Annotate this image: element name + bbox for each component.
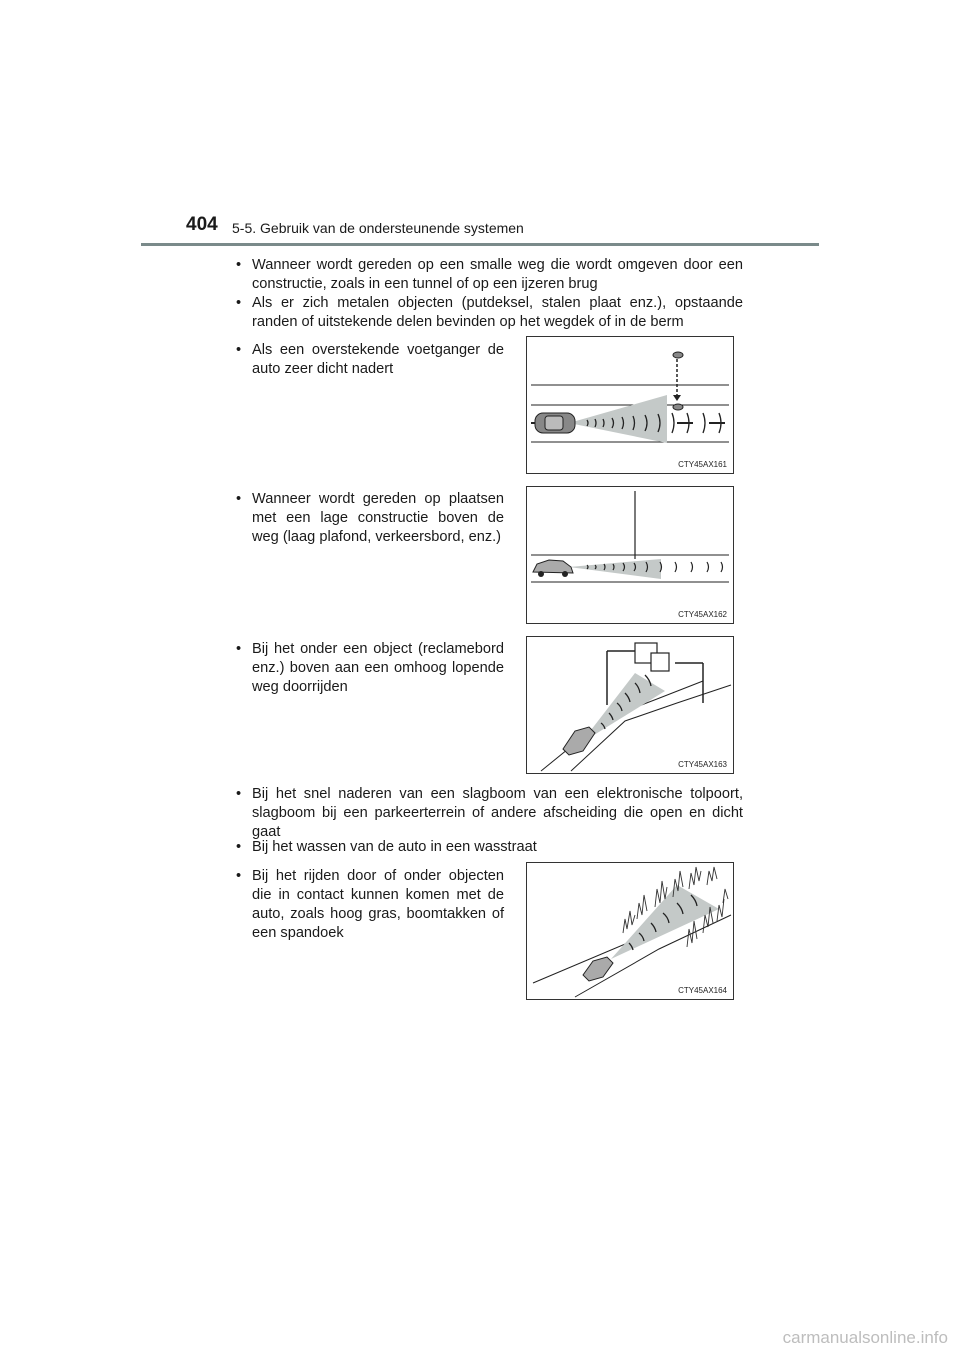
bullet-text: Bij het wassen van de auto in een wasstraat — [252, 839, 537, 855]
figure-code: CTY45AX161 — [678, 460, 727, 469]
section-title: 5-5. Gebruik van de ondersteunende systemen — [232, 220, 524, 236]
page-number: 404 — [186, 214, 218, 235]
bullet-symbol: • — [236, 342, 242, 358]
figure-code: CTY45AX164 — [678, 986, 727, 995]
header-rule — [141, 243, 819, 246]
bullet-toll-gate — [236, 785, 743, 842]
figure-low-structure — [526, 486, 734, 624]
bullet-text: Als een overstekende voetganger de auto zeer dicht nadert — [252, 342, 504, 377]
bullet-text: Bij het rijden door of onder objecten die in contact kunnen komen met de auto, zoals hoog gras, boomtakken of een spandoek — [252, 868, 504, 941]
bullet-symbol: • — [236, 839, 242, 855]
bullet-symbol: • — [236, 868, 242, 884]
bullet-symbol: • — [236, 491, 242, 507]
figure-code: CTY45AX162 — [678, 610, 727, 619]
tall-grass-illustration — [527, 863, 733, 999]
bullet-text: Wanneer wordt gereden op plaatsen met een lage constructie boven de weg (laag plafond, verkeersbord, enz.) — [252, 491, 504, 545]
uphill-sign-illustration — [527, 637, 733, 773]
bullet-symbol: • — [236, 295, 242, 311]
bullet-car-wash — [236, 838, 743, 857]
bullet-text: Bij het snel naderen van een slagboom van een elektronische tolpoort, slagboom bij een parkeerterrein of andere afscheiding die open en dicht gaat — [252, 786, 743, 840]
bullet-narrow-road — [236, 256, 743, 294]
bullet-symbol: • — [236, 257, 242, 273]
bullet-text: Wanneer wordt gereden op een smalle weg die wordt omgeven door een constructie, zoals in een tunnel of op een ijzeren brug — [252, 257, 743, 292]
figure-tall-grass — [526, 862, 734, 1000]
bullet-uphill-sign — [236, 640, 504, 697]
bullet-text: Als er zich metalen objecten (putdeksel, stalen plaat enz.), opstaande randen of uitstekende delen bevinden op het wegdek of in de berm — [252, 295, 743, 330]
bullet-symbol: • — [236, 641, 242, 657]
figure-pedestrian — [526, 336, 734, 474]
bullet-metal-objects — [236, 294, 743, 332]
bullet-tall-grass — [236, 867, 504, 943]
bullet-pedestrian — [236, 341, 504, 379]
figure-code: CTY45AX163 — [678, 760, 727, 769]
low-structure-illustration — [527, 487, 733, 623]
watermark: carmanualsonline.info — [782, 1328, 948, 1347]
bullet-text: Bij het onder een object (reclamebord enz.) boven aan een omhoog lopende weg doorrijden — [252, 641, 504, 695]
figure-uphill-sign — [526, 636, 734, 774]
bullet-symbol: • — [236, 786, 242, 802]
pedestrian-illustration — [527, 337, 733, 473]
bullet-low-structure — [236, 490, 504, 547]
